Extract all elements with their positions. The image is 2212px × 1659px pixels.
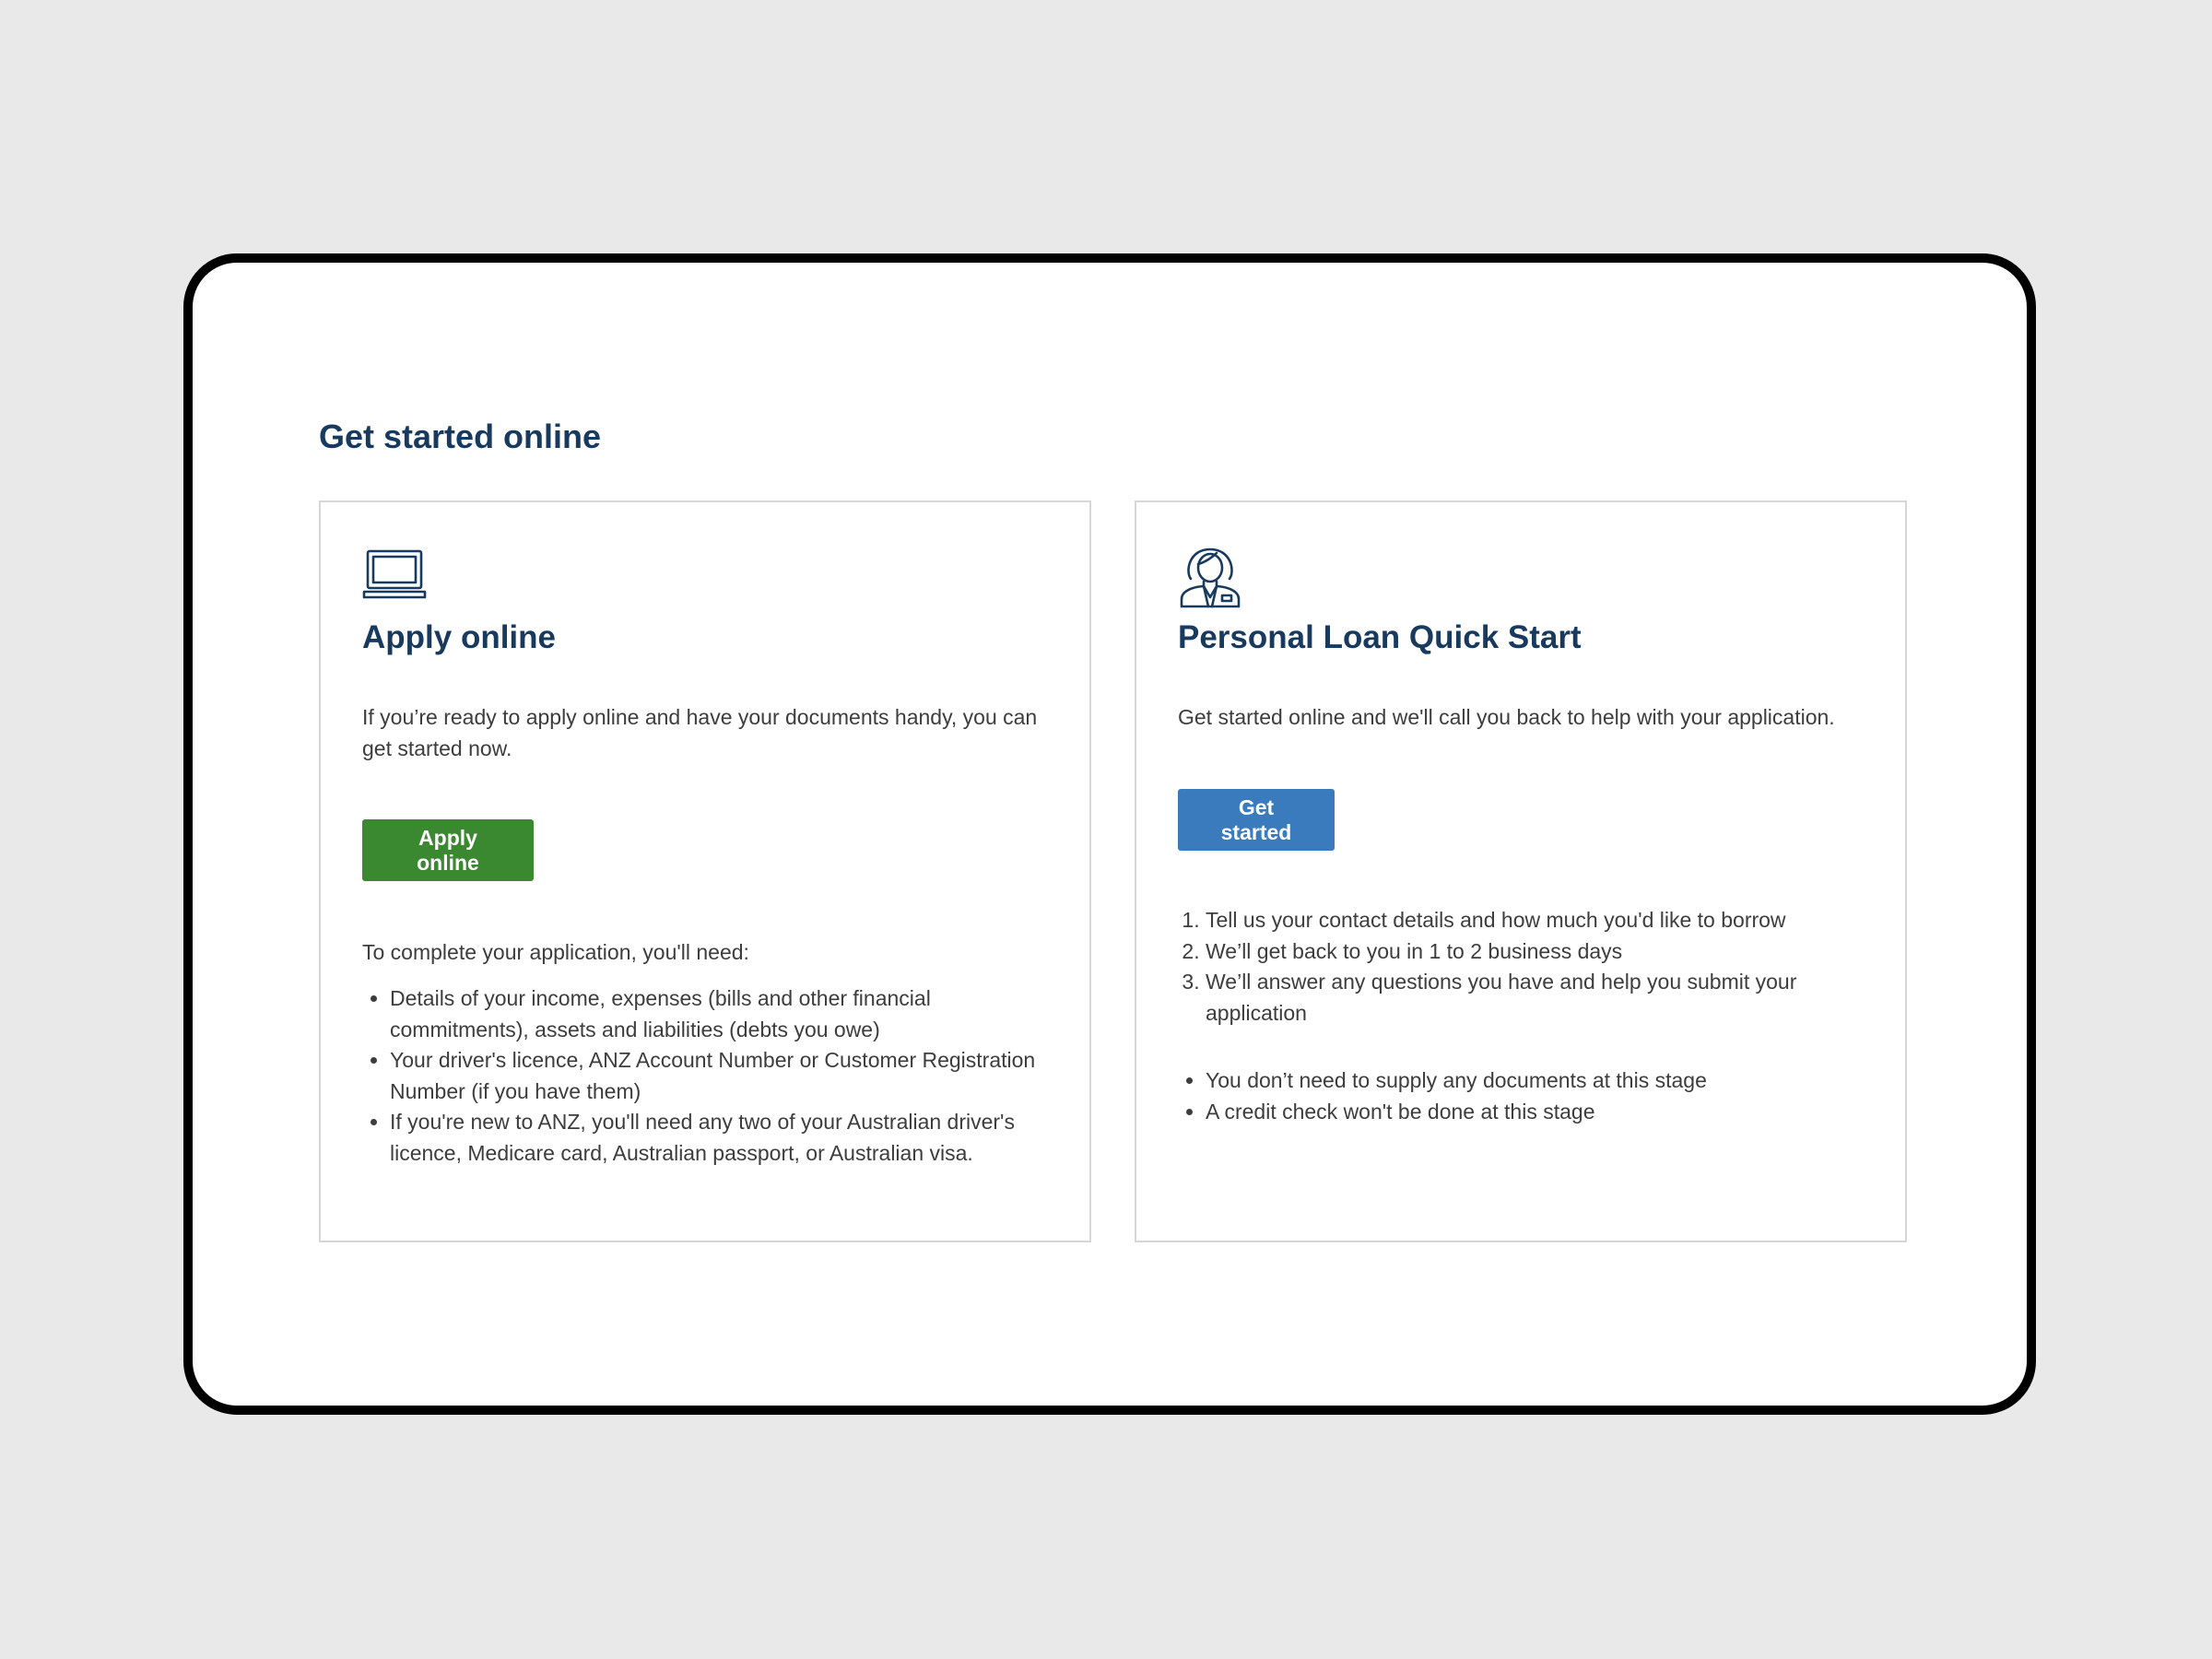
- steps-list: [1178, 905, 1851, 1029]
- apply-online-description: If you’re ready to apply online and have your documents handy, you can get started now.: [362, 705, 1038, 760]
- list-item: 1. Tell us your contact details and how much you'd like to borrow: [1206, 905, 1851, 936]
- requirements-list: [362, 983, 1072, 1169]
- requirements-intro: To complete your application, you'll need:: [362, 940, 749, 964]
- list-item: 3. We’ll answer any questions you have and help you submit your application: [1206, 967, 1851, 1029]
- consultant-icon: [1178, 544, 1242, 608]
- quick-start-title: Personal Loan Quick Start: [1178, 619, 1582, 655]
- laptop-icon: [362, 544, 427, 608]
- get-started-button[interactable]: Get started: [1178, 789, 1335, 851]
- list-item: • Your driver's licence, ANZ Account Number or Customer Registration Number (if you have them): [390, 1045, 1072, 1107]
- list-item: • Details of your income, expenses (bills and other financial commitments), assets and liabilities (debts you owe): [390, 983, 1072, 1045]
- list-item: • You don’t need to supply any documents at this stage: [1206, 1065, 1851, 1097]
- quick-start-description: Get started online and we'll call you back to help with your application.: [1178, 705, 1835, 729]
- section-title: Get started online: [319, 418, 602, 455]
- apply-online-card: [319, 500, 1091, 1242]
- apply-online-button[interactable]: Apply online: [362, 819, 534, 881]
- list-item: 2. We’ll get back to you in 1 to 2 business days: [1206, 936, 1851, 968]
- apply-online-title: Apply online: [362, 619, 556, 655]
- notes-list: [1178, 1065, 1851, 1127]
- quick-start-card: [1135, 500, 1907, 1242]
- list-item: • A credit check won't be done at this stage: [1206, 1097, 1851, 1128]
- list-item: • If you're new to ANZ, you'll need any two of your Australian driver's licence, Medicare card, Australian passport, or Australian visa.: [390, 1107, 1072, 1169]
